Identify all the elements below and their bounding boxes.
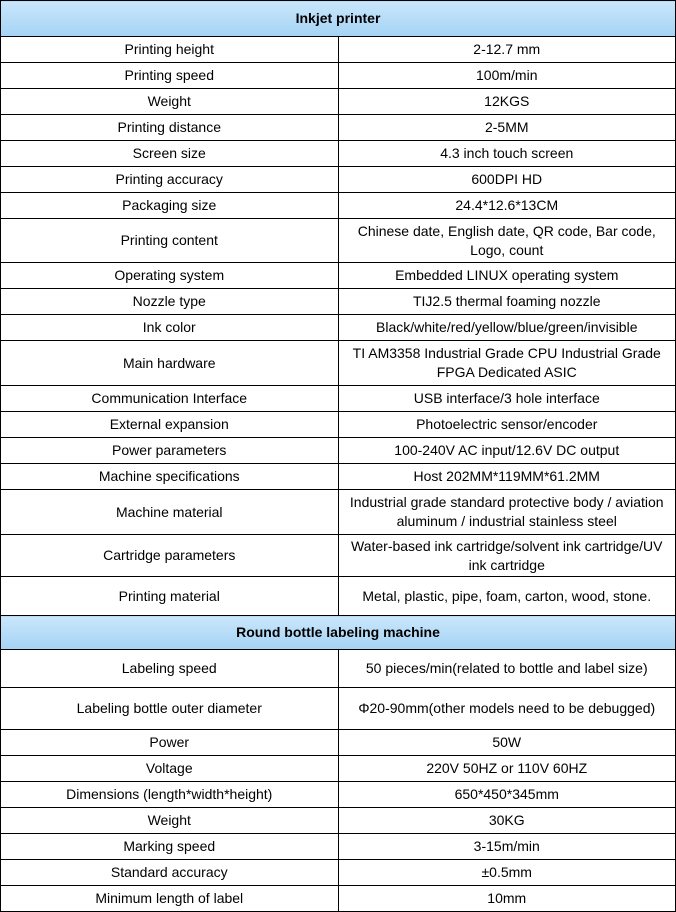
spec-value: 2-12.7 mm [338,37,676,63]
spec-label: Screen size [1,141,339,167]
spec-label: Communication Interface [1,386,339,412]
section-header-labeling [1,616,676,650]
spec-value: Φ20-90mm(other models need to be debugged) [338,688,676,730]
table-row [1,193,676,219]
spec-label: External expansion [1,412,339,438]
spec-label: Labeling bottle outer diameter [1,688,339,730]
table-row [1,341,676,386]
table-row [1,438,676,464]
spec-label: Packaging size [1,193,339,219]
section-title: Round bottle labeling machine [1,616,676,650]
spec-value: 3-15m/min [338,834,676,860]
spec-label: Cartridge parameters [1,535,339,577]
table-row [1,263,676,289]
spec-label: Printing distance [1,115,339,141]
spec-label: Operating system [1,263,339,289]
spec-value: 50W [338,730,676,756]
spec-label: Weight [1,89,339,115]
table-row [1,141,676,167]
spec-value: TIJ2.5 thermal foaming nozzle [338,289,676,315]
spec-label: Machine specifications [1,464,339,490]
spec-value: 220V 50HZ or 110V 60HZ [338,756,676,782]
spec-value: TI AM3358 Industrial Grade CPU Industrial Grade FPGA Dedicated ASIC [338,341,676,386]
spec-value: USB interface/3 hole interface [338,386,676,412]
spec-value: ±0.5mm [338,860,676,886]
spec-value: Metal, plastic, pipe, foam, carton, wood, stone. [338,577,676,616]
spec-label: Power [1,730,339,756]
spec-value: Water-based ink cartridge/solvent ink cartridge/UV ink cartridge [338,535,676,577]
table-row [1,756,676,782]
spec-value: Industrial grade standard protective body / aviation aluminum / industrial stainless steel [338,490,676,535]
spec-value: 100m/min [338,63,676,89]
table-row [1,167,676,193]
spec-label: Nozzle type [1,289,339,315]
table-row [1,490,676,535]
spec-value: 10mm [338,886,676,912]
spec-value: Embedded LINUX operating system [338,263,676,289]
table-row [1,860,676,886]
section-title: Inkjet printer [1,1,676,37]
spec-value: Host 202MM*119MM*61.2MM [338,464,676,490]
spec-label: Power parameters [1,438,339,464]
table-row [1,289,676,315]
spec-value: 12KGS [338,89,676,115]
spec-label: Marking speed [1,834,339,860]
table-row [1,688,676,730]
spec-label: Voltage [1,756,339,782]
spec-value: 2-5MM [338,115,676,141]
table-row [1,535,676,577]
table-row [1,650,676,688]
spec-value: 4.3 inch touch screen [338,141,676,167]
table-row [1,886,676,912]
table-row [1,63,676,89]
spec-label: Printing material [1,577,339,616]
table-row [1,115,676,141]
spec-label: Weight [1,808,339,834]
spec-value: 50 pieces/min(related to bottle and label size) [338,650,676,688]
spec-value: Black/white/red/yellow/blue/green/invisible [338,315,676,341]
spec-value: Photoelectric sensor/encoder [338,412,676,438]
spec-value: Chinese date, English date, QR code, Bar code, Logo, count [338,219,676,263]
spec-value: 600DPI HD [338,167,676,193]
spec-label: Minimum length of label [1,886,339,912]
spec-label: Machine material [1,490,339,535]
spec-value: 24.4*12.6*13CM [338,193,676,219]
table-row [1,782,676,808]
spec-label: Printing height [1,37,339,63]
table-row [1,412,676,438]
spec-label: Main hardware [1,341,339,386]
spec-value: 100-240V AC input/12.6V DC output [338,438,676,464]
table-row [1,219,676,263]
spec-label: Printing accuracy [1,167,339,193]
spec-label: Ink color [1,315,339,341]
table-row [1,808,676,834]
table-row [1,37,676,63]
table-row [1,386,676,412]
section-header-inkjet [1,1,676,37]
table-row [1,834,676,860]
spec-value: 30KG [338,808,676,834]
spec-value: 650*450*345mm [338,782,676,808]
spec-label: Printing content [1,219,339,263]
table-row [1,464,676,490]
spec-label: Labeling speed [1,650,339,688]
table-row [1,730,676,756]
spec-label: Dimensions (length*width*height) [1,782,339,808]
table-row [1,89,676,115]
table-row [1,315,676,341]
table-row [1,577,676,616]
spec-label: Printing speed [1,63,339,89]
spec-label: Standard accuracy [1,860,339,886]
